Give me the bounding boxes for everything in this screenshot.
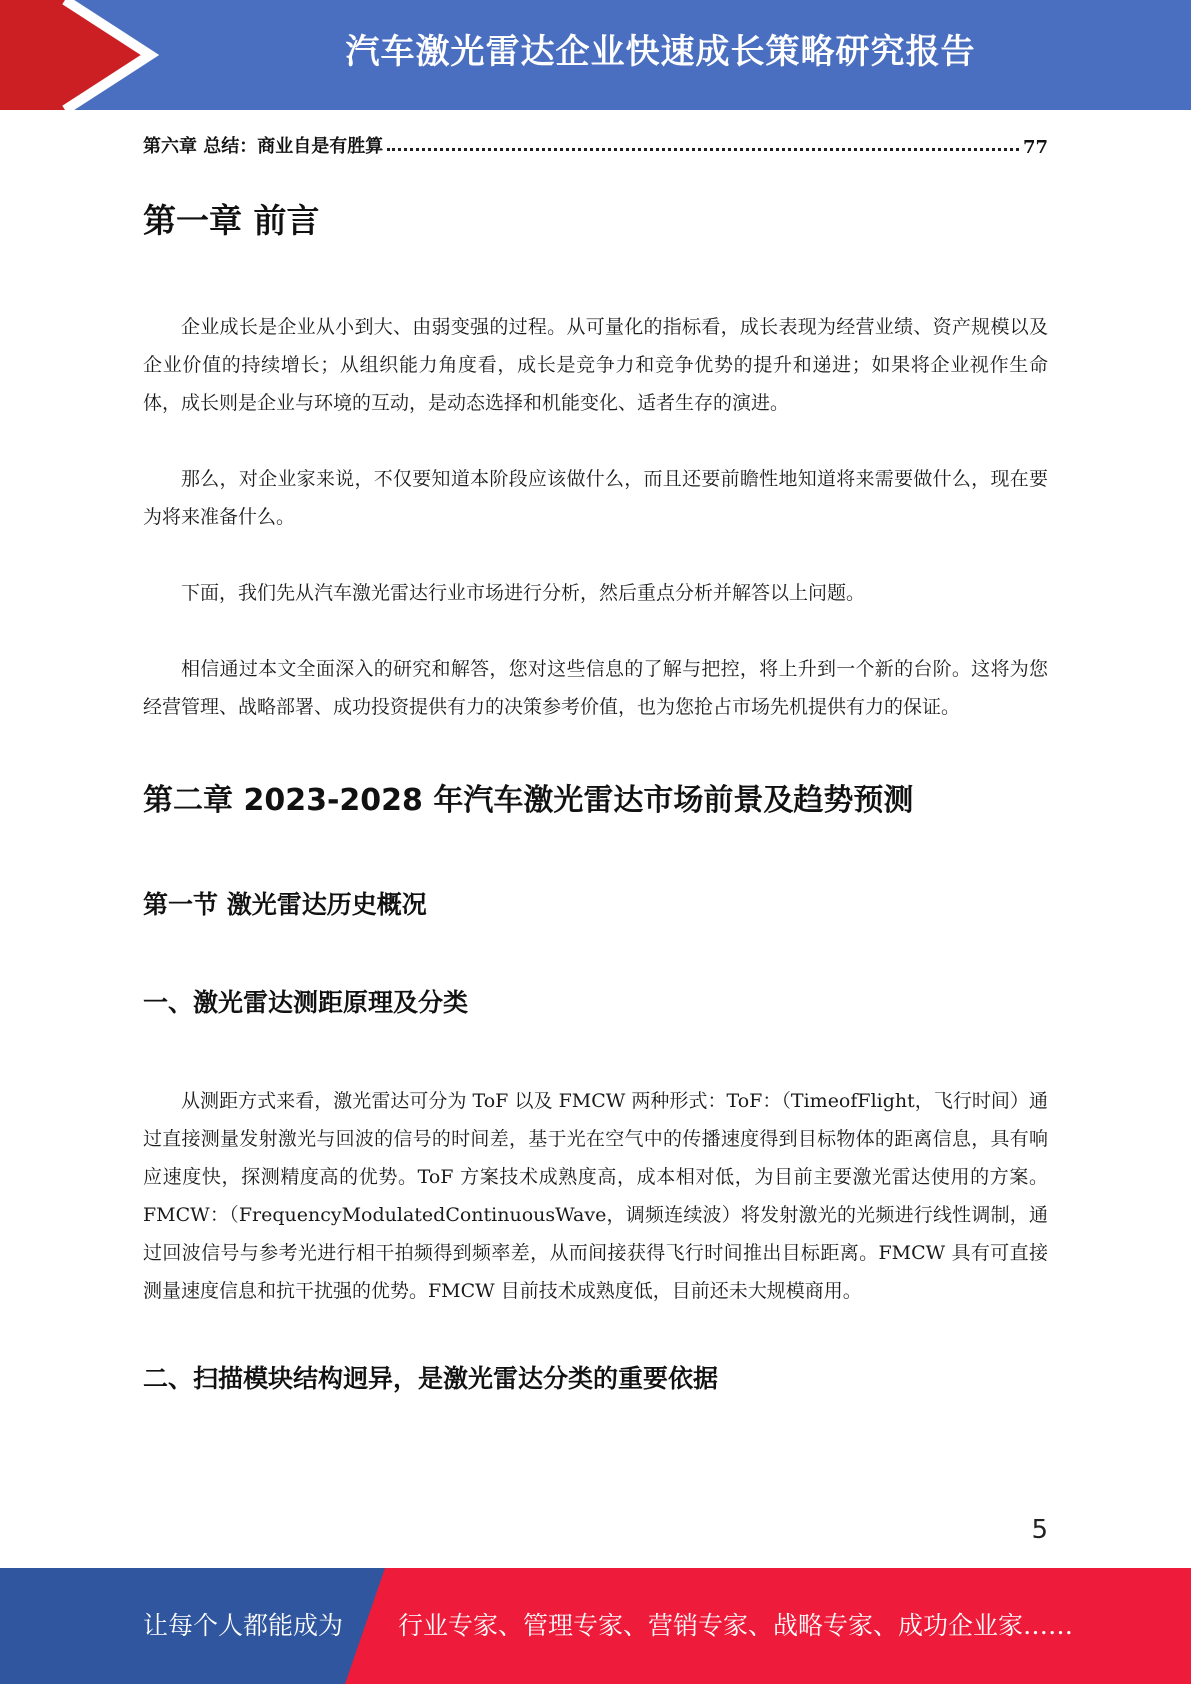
toc-entry-page: 77 bbox=[1022, 137, 1048, 158]
toc-dot-leader bbox=[387, 148, 1019, 151]
chapter1-title: 第一章 前言 bbox=[143, 201, 320, 240]
toc-entry[interactable] bbox=[143, 130, 1048, 158]
chapter1-paragraph: 下面，我们先从汽车激光雷达行业市场进行分析，然后重点分析并解答以上问题。 bbox=[181, 582, 866, 604]
subsection2-title: 二、扫描模块结构迥异，是激光雷达分类的重要依据 bbox=[143, 1364, 719, 1393]
chapter1-paragraph: 相信通过本文全面深入的研究和解答，您对这些信息的了解与把控，将上升到一个新的台阶。这将为您经营管理、战略部署、成功投资提供有力的决策参考价值，也为您抢占市场先机提供有力的保证。 bbox=[143, 658, 1048, 718]
page-footer bbox=[0, 1568, 1191, 1684]
page-header bbox=[0, 0, 1191, 110]
chapter1-paragraph: 那么，对企业家来说，不仅要知道本阶段应该做什么，而且还要前瞻性地知道将来需要做什么，现在要为将来准备什么。 bbox=[143, 468, 1048, 528]
section1-title: 第一节 激光雷达历史概况 bbox=[143, 890, 427, 919]
header-arrow-decoration bbox=[0, 0, 160, 110]
document-body bbox=[143, 196, 1048, 1456]
subsection1-title: 一、激光雷达测距原理及分类 bbox=[143, 988, 469, 1017]
toc-entry-label: 第六章 总结：商业自是有胜算 bbox=[143, 136, 384, 157]
chapter1-paragraph: 企业成长是企业从小到大、由弱变强的过程。从可量化的指标看，成长表现为经营业绩、资产规模以及企业价值的持续增长；从组织能力角度看，成长是竞争力和竞争优势的提升和递进；如果将企业视作生命体，成长则是企业与环境的互动，是动态选择和机能变化、适者生存的演进。 bbox=[143, 316, 1048, 414]
report-title: 汽车激光雷达企业快速成长策略研究报告 bbox=[345, 32, 976, 72]
footer-slogan-left: 让每个人都能成为 bbox=[143, 1611, 344, 1640]
chapter2-title: 第二章 2023-2028 年汽车激光雷达市场前景及趋势预测 bbox=[143, 783, 914, 818]
subsection1-paragraph: 从测距方式来看，激光雷达可分为 ToF 以及 FMCW 两种形式：ToF：（TimeofFlight，飞行时间）通过直接测量发射激光与回波的信号的时间差，基于光在空气中的传播速度得到目标物体的距离信息，具有响应速度快，探测精度高的优势。ToF 方案技术成熟度高，成本相对低，为目前主要激光雷达使用的方案。FMCW：（FrequencyModulatedContinuousWave，调频连续波）将发射激光的光频进行线性调制，通过回波信号与参考光进行相干拍频得到频率差，从而间接获得飞行时间推出目标距离。FMCW 具有可直接测量速度信息和抗干扰强的优势。FMCW 目前技术成熟度低，目前还未大规模商用。 bbox=[143, 1090, 1048, 1302]
footer-slogan-right: 行业专家、管理专家、营销专家、战略专家、成功企业家…… bbox=[398, 1611, 1074, 1640]
page-number: 5 bbox=[1031, 1515, 1048, 1545]
